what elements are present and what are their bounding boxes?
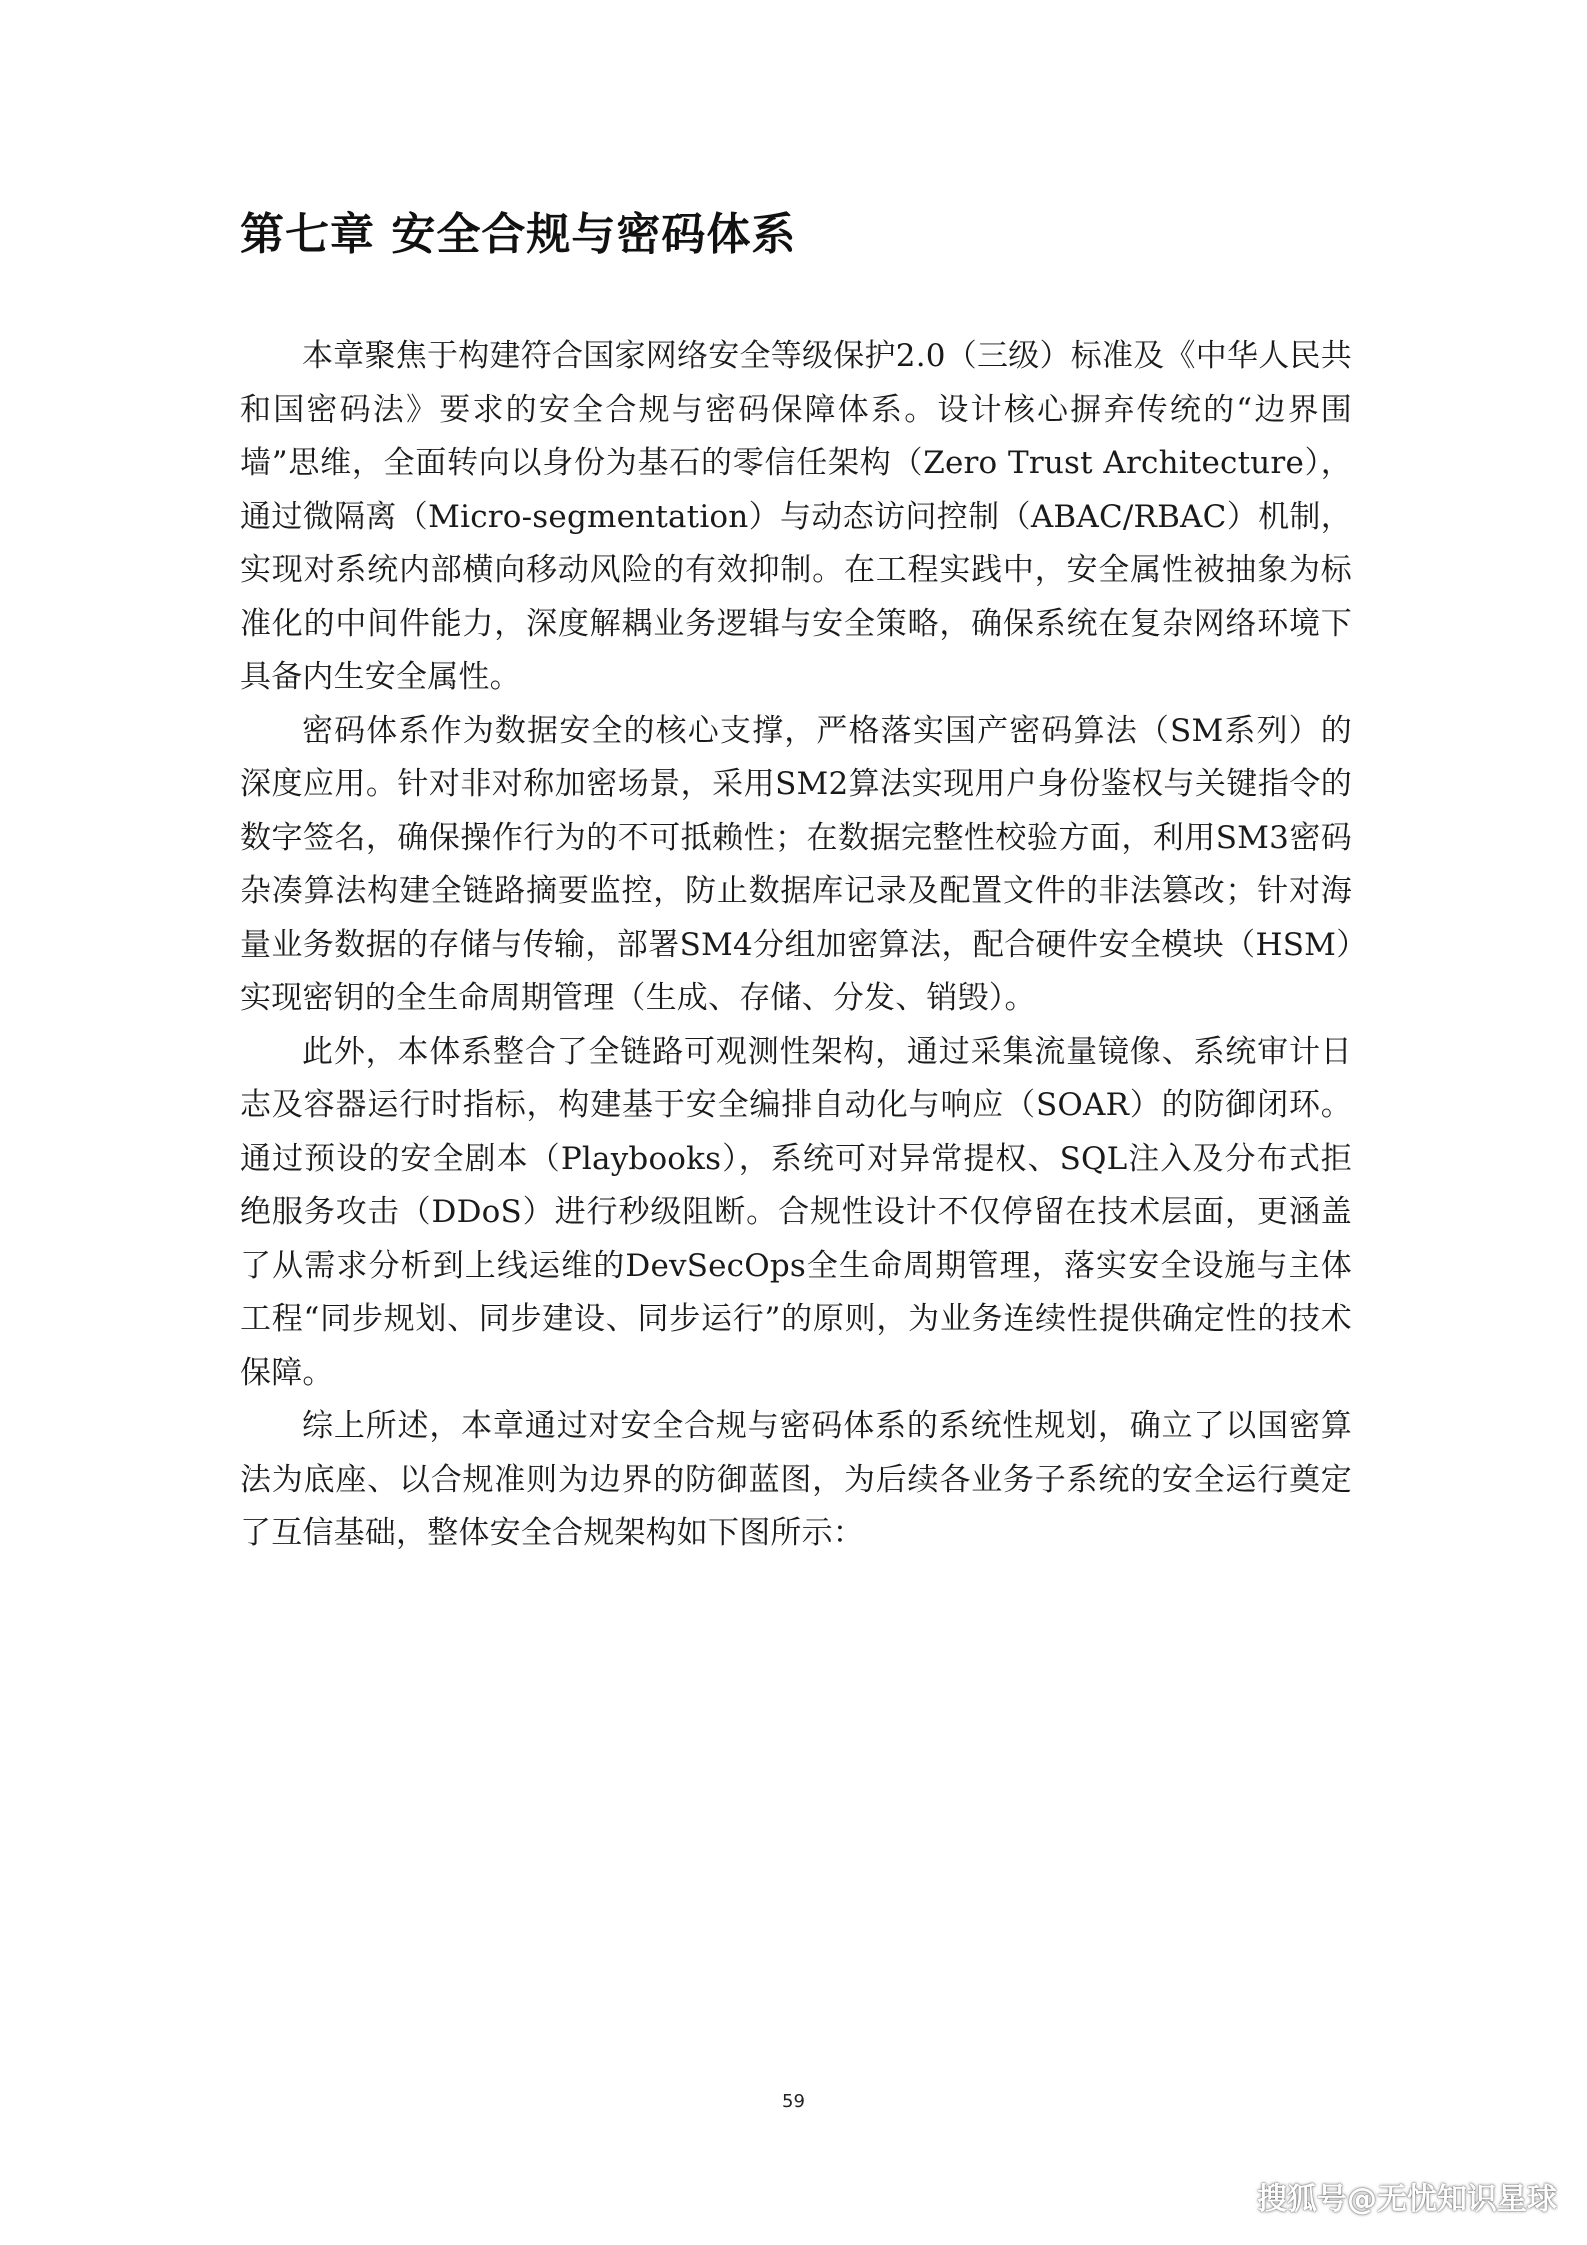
paragraph-observability: 此外，本体系整合了全链路可观测性架构，通过采集流量镜像、系统审计日志及容器运行时指标，构建基于安全编排自动化与响应（SOAR）的防御闭环。通过预设的安全剧本（Playbooks），系统可对异常提权、SQL注入及分布式拒绝服务攻击（DDoS）进行秒级阻断。合规性设计不仅停留在技术层面，更涵盖了从需求分析到上线运维的DevSecOps全生命周期管理，落实安全设施与主体工程“同步规划、同步建设、同步运行”的原则，为业务连续性提供确定性的技术保障。 — [240, 1033, 1352, 1391]
paragraph-intro: 本章聚焦于构建符合国家网络安全等级保护2.0（三级）标准及《中华人民共和国密码法》要求的安全合规与密码保障体系。设计核心摒弃传统的“边界围墙”思维，全面转向以身份为基石的零信任架构（Zero Trust Architecture），通过微隔离（Micro-segmentation）与动态访问控制（ABAC/RBAC）机制，实现对系统内部横向移动风险的有效抑制。在工程实践中，安全属性被抽象为标准化的中间件能力，深度解耦业务逻辑与安全策略，确保系统在复杂网络环境下具备内生安全属性。 — [240, 338, 1352, 695]
paragraph-summary: 综上所述，本章通过对安全合规与密码体系的系统性规划，确立了以国密算法为底座、以合规准则为边界的防御蓝图，为后续各业务子系统的安全运行奠定了互信基础，整体安全合规架构如下图所示： — [240, 1408, 1352, 1551]
page-number: 59 — [782, 2091, 805, 2112]
paragraph-cryptography: 密码体系作为数据安全的核心支撑，严格落实国产密码算法（SM系列）的深度应用。针对非对称加密场景，采用SM2算法实现用户身份鉴权与关键指令的数字签名，确保操作行为的不可抵赖性；在数据完整性校验方面，利用SM3密码杂凑算法构建全链路摘要监控，防止数据库记录及配置文件的非法篡改；针对海量业务数据的存储与传输，部署SM4分组加密算法，配合硬件安全模块（HSM）实现密钥的全生命周期管理（生成、存储、分发、销毁）。 — [240, 712, 1352, 1016]
watermark: 搜狐号@无忧知识星球 — [1257, 2182, 1557, 2217]
body-text — [240, 330, 1352, 1561]
chapter-title: 第七章 安全合规与密码体系 — [240, 209, 797, 260]
